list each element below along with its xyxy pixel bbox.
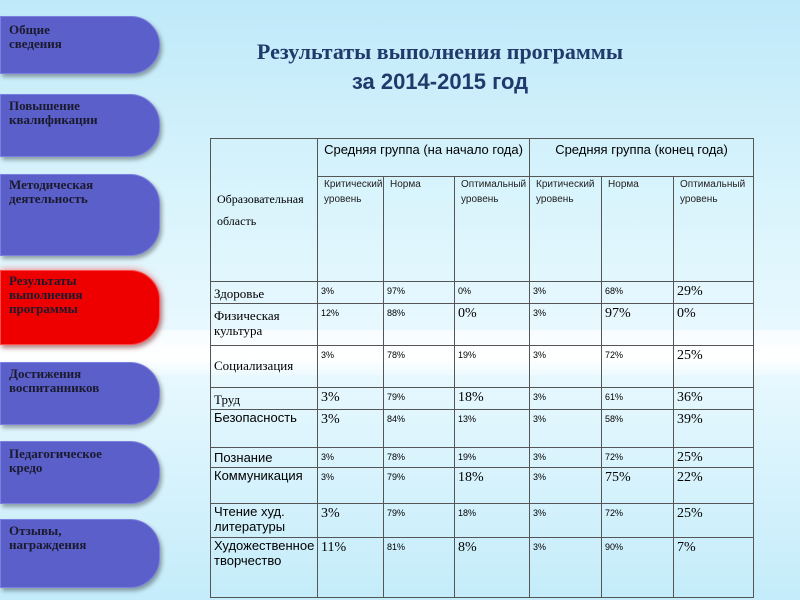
cell-value: 29% xyxy=(674,282,754,304)
row-area: Здоровье xyxy=(211,282,318,304)
cell-value: 3% xyxy=(530,304,602,346)
cell-value: 7% xyxy=(674,538,754,598)
nav-item-program-results[interactable]: Результаты выполнения программы xyxy=(0,270,160,345)
table-row xyxy=(211,468,754,504)
cell-value: 3% xyxy=(318,388,384,410)
cell-value: 79% xyxy=(384,388,455,410)
subheader-critical-end: Критический уровень xyxy=(530,177,602,282)
cell-value: 3% xyxy=(530,282,602,304)
cell-value: 58% xyxy=(602,410,674,448)
nav-item-reviews-awards[interactable]: Отзывы, награждения xyxy=(0,519,160,588)
cell-value: 22% xyxy=(674,468,754,504)
cell-value: 18% xyxy=(455,504,530,538)
cell-value: 18% xyxy=(455,468,530,504)
cell-value: 61% xyxy=(602,388,674,410)
header-group-start: Средняя группа (на начало года) xyxy=(318,139,530,177)
cell-value: 8% xyxy=(455,538,530,598)
table-row xyxy=(211,538,754,598)
row-area: Безопасность xyxy=(211,410,318,448)
title-line-1: Результаты выполнения программы xyxy=(256,39,624,64)
row-area: Познание xyxy=(211,448,318,468)
row-area: Художественное творчество xyxy=(211,538,318,598)
cell-value: 97% xyxy=(384,282,455,304)
cell-value: 3% xyxy=(318,410,384,448)
cell-value: 3% xyxy=(530,388,602,410)
cell-value: 0% xyxy=(455,282,530,304)
cell-value: 25% xyxy=(674,504,754,538)
cell-value: 72% xyxy=(602,504,674,538)
subheader-norm-end: Норма xyxy=(602,177,674,282)
cell-value: 3% xyxy=(318,448,384,468)
table-row xyxy=(211,448,754,468)
subheader-optimal-start: Оптимальный уровень xyxy=(455,177,530,282)
row-area: Социализация xyxy=(211,346,318,388)
cell-value: 3% xyxy=(530,410,602,448)
cell-value: 0% xyxy=(674,304,754,346)
subheader-optimal-end: Оптимальный уровень xyxy=(674,177,754,282)
page-title xyxy=(200,37,680,97)
cell-value: 90% xyxy=(602,538,674,598)
cell-value: 3% xyxy=(318,504,384,538)
table-header-row xyxy=(211,139,754,177)
table-row xyxy=(211,504,754,538)
cell-value: 3% xyxy=(530,448,602,468)
row-area: Физическая культура xyxy=(211,304,318,346)
table-row xyxy=(211,410,754,448)
nav-item-methodical-activity[interactable]: Методическая деятельность xyxy=(0,174,160,256)
title-line-2: за 2014-2015 год xyxy=(351,69,529,94)
cell-value: 3% xyxy=(318,282,384,304)
row-area: Труд xyxy=(211,388,318,410)
cell-value: 79% xyxy=(384,468,455,504)
cell-value: 11% xyxy=(318,538,384,598)
cell-value: 78% xyxy=(384,346,455,388)
table-row xyxy=(211,282,754,304)
nav-item-qualification[interactable]: Повышение квалификации xyxy=(0,94,160,157)
cell-value: 78% xyxy=(384,448,455,468)
nav-item-pedagogical-credo[interactable]: Педагогическое кредо xyxy=(0,441,160,504)
cell-value: 36% xyxy=(674,388,754,410)
cell-value: 25% xyxy=(674,448,754,468)
subheader-critical-start: Критический уровень xyxy=(318,177,384,282)
cell-value: 84% xyxy=(384,410,455,448)
cell-value: 75% xyxy=(602,468,674,504)
cell-value: 13% xyxy=(455,410,530,448)
header-group-end: Средняя группа (конец года) xyxy=(530,139,754,177)
subheader-norm-start: Норма xyxy=(384,177,455,282)
row-area: Чтение худ. литературы xyxy=(211,504,318,538)
row-area: Коммуникация xyxy=(211,468,318,504)
cell-value: 88% xyxy=(384,304,455,346)
cell-value: 97% xyxy=(602,304,674,346)
cell-value: 3% xyxy=(530,504,602,538)
table-row xyxy=(211,346,754,388)
cell-value: 72% xyxy=(602,448,674,468)
cell-value: 19% xyxy=(455,448,530,468)
cell-value: 18% xyxy=(455,388,530,410)
cell-value: 3% xyxy=(530,538,602,598)
cell-value: 72% xyxy=(602,346,674,388)
table-row xyxy=(211,388,754,410)
cell-value: 25% xyxy=(674,346,754,388)
cell-value: 3% xyxy=(318,346,384,388)
nav-item-general-info[interactable]: Общие сведения xyxy=(0,16,160,74)
nav-item-pupil-achievements[interactable]: Достижения воспитанников xyxy=(0,362,160,425)
cell-value: 79% xyxy=(384,504,455,538)
cell-value: 12% xyxy=(318,304,384,346)
cell-value: 0% xyxy=(455,304,530,346)
table-row xyxy=(211,304,754,346)
cell-value: 19% xyxy=(455,346,530,388)
cell-value: 3% xyxy=(318,468,384,504)
cell-value: 3% xyxy=(530,468,602,504)
cell-value: 68% xyxy=(602,282,674,304)
cell-value: 81% xyxy=(384,538,455,598)
cell-value: 3% xyxy=(530,346,602,388)
cell-value: 39% xyxy=(674,410,754,448)
header-area: Образовательная область xyxy=(211,139,318,282)
results-table xyxy=(210,138,754,598)
